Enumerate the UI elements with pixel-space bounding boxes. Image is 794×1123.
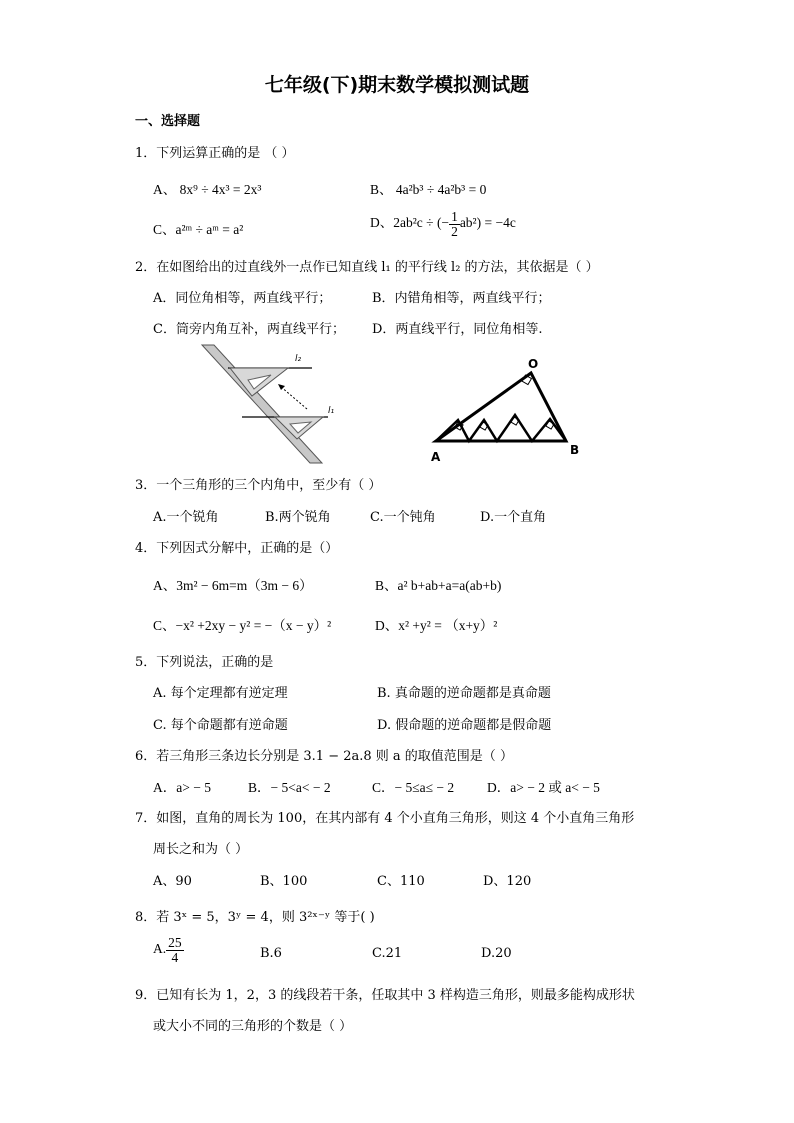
question-4-option-d: D、x² +y² = （x+y）² [375,618,498,633]
question-8-option-a [153,936,184,964]
question-4-stem: 4．下列因式分解中，正确的是（） [135,541,339,556]
question-4-option-a: A、3m² − 6m=m（3m − 6） [153,578,313,593]
question-1-option-a: A、 8x⁹ ÷ 4x³ = 2x³ [153,182,262,197]
question-7-stem-continued: 周长之和为（ ） [153,842,249,857]
figure-right-triangle [425,353,595,466]
question-9-stem-continued: 或大小不同的三角形的个数是（ ） [153,1019,353,1034]
slide-arrow-head [278,384,285,390]
question-5-stem: 5．下列说法，正确的是 [135,655,274,670]
question-6-stem: 6．若三角形三条边长分别是 3.1 − 2a.8 则 a 的取值范围是（ ） [135,749,513,764]
question-3-option-b: B.两个锐角 [265,510,331,525]
option-d-prefix: D、2ab²c ÷ (− [370,215,450,231]
question-5-option-b: B. 真命题的逆命题都是真命题 [377,686,551,701]
ruler-shape [202,345,322,463]
question-1-option-b: B、 4a²b³ ÷ 4a²b³ = 0 [370,182,487,197]
question-2-option-a: A．同位角相等，两直线平行； [153,291,332,306]
question-8-stem: 8．若 3ˣ = 5，3ʸ = 4，则 3²ˣ⁻ʸ 等于( ) [135,910,375,925]
question-3-option-d: D.一个直角 [480,510,547,525]
section-heading: 一、选择题 [135,114,201,129]
page-title: 七年级(下)期末数学模拟测试题 [264,74,530,96]
question-2-option-b: B．内错角相等，两直线平行； [372,291,551,306]
slide-direction-line [280,386,307,409]
question-7-option-b: B、100 [260,874,308,889]
question-6-option-a: A．a> − 5 [153,780,211,795]
label-l2: l₂ [295,354,302,364]
question-8-option-b: B.6 [260,946,282,961]
label-o: O [528,357,539,371]
question-1-option-d [370,210,516,238]
question-8-option-d: D.20 [481,946,512,961]
question-2-stem: 2．在如图给出的过直线外一点作已知直线 l₁ 的平行线 l₂ 的方法，其依据是（ ） [135,260,599,275]
question-4-option-b: B、a² b+ab+a=a(ab+b) [375,578,502,593]
question-6-option-b: B．− 5<a< − 2 [248,780,331,795]
option-d-suffix: ab²) = −4c [459,215,516,231]
label-l1: l₁ [328,406,335,416]
question-3-stem: 3．一个三角形的三个内角中，至少有（ ） [135,478,382,493]
question-1-stem: 1．下列运算正确的是 （ ） [135,146,295,161]
big-right-triangle [436,373,566,441]
question-2-option-c: C．筒旁内角互补，两直线平行； [153,322,345,337]
question-1-option-c: C、a²ᵐ ÷ aᵐ = a² [153,222,244,237]
question-7-stem: 7．如图，直角的周长为 100，在其内部有 4 个小直角三角形，则这 4 个小直角三角形 [135,811,635,826]
question-8-option-c: C.21 [372,946,403,961]
label-b: B [570,443,580,457]
fraction-one-half: $\frac{1}{2}$ [451,209,458,239]
question-5-option-c: C. 每个命题都有逆命题 [153,718,288,733]
question-6-option-c: C．− 5≤a≤ − 2 [372,780,455,795]
label-a: A [431,450,441,464]
question-5-option-d: D. 假命题的逆命题都是假命题 [377,718,552,733]
question-6-option-d: D．a> − 2 或 a< − 5 [487,780,600,795]
question-7-option-d: D、120 [483,874,532,889]
question-7-option-a: A、90 [153,874,192,889]
question-5-option-a: A. 每个定理都有逆定理 [153,686,288,701]
question-7-option-c: C、110 [377,874,425,889]
question-3-option-a: A.一个锐角 [153,510,219,525]
figure-set-square-parallel [195,343,335,468]
option-a-prefix: A. [153,941,167,957]
question-2-option-d: D．两直线平行，同位角相等. [372,322,543,337]
fraction-25-over-4: $\frac{25}{4}$ [168,935,182,965]
question-4-option-c: C、−x² +2xy − y² = −（x − y）² [153,618,332,633]
question-3-option-c: C.一个钝角 [370,510,436,525]
question-9-stem: 9．已知有长为 1，2，3 的线段若干条，任取其中 3 样构造三角形，则最多能构成形状 [135,988,635,1003]
